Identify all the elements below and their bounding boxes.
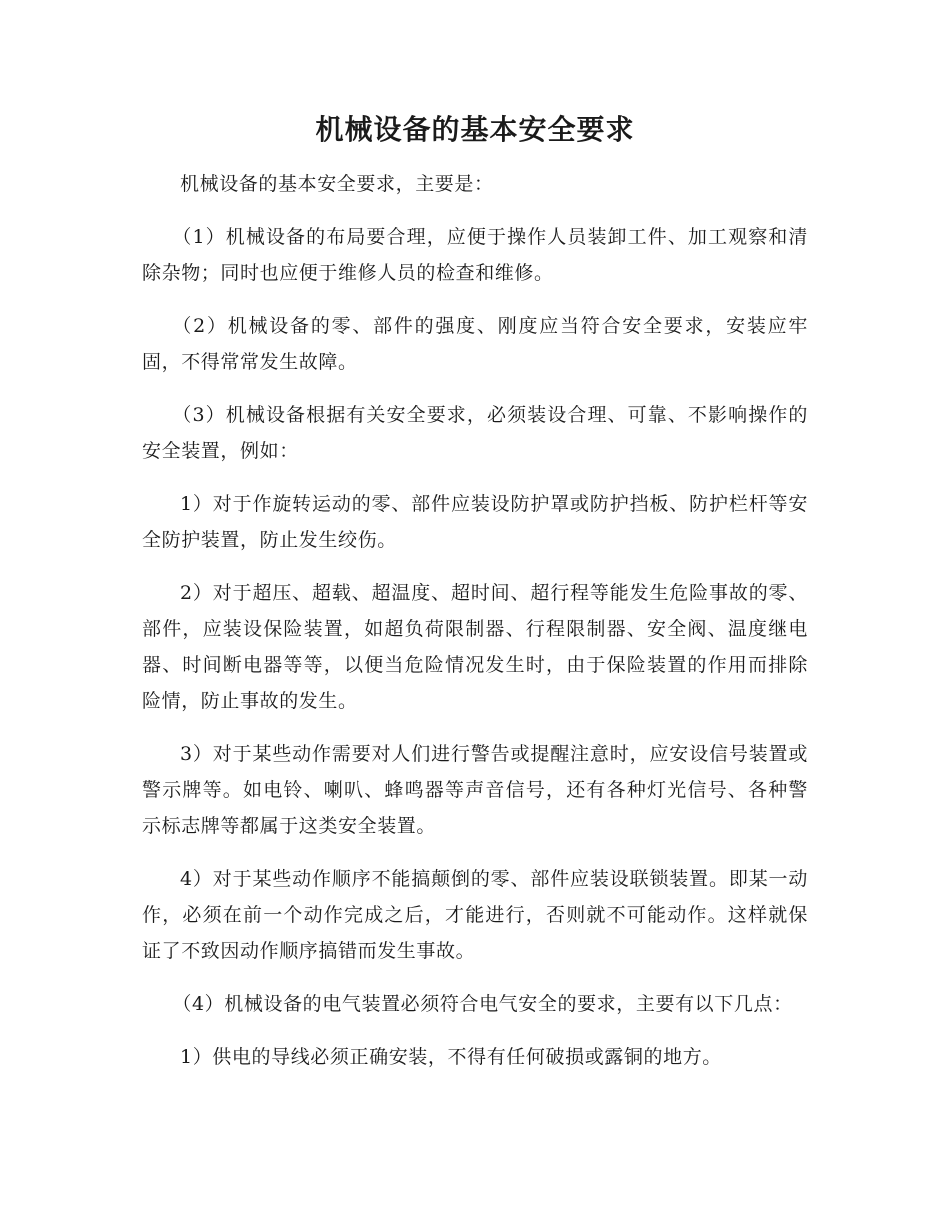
paragraph-intro: 机械设备的基本安全要求，主要是： — [180, 173, 494, 195]
paragraph-item-1: （1）机械设备的布局要合理，应便于操作人员装卸工件、加工观察和清除杂物；同时也应便于维修人员的检查和维修。 — [142, 226, 808, 284]
paragraph-subitem-3-1: 1）对于作旋转运动的零、部件应装设防护罩或防护挡板、防护栏杆等安全防护装置，防止发生绞伤。 — [142, 493, 808, 551]
paragraph-item-2: （2）机械设备的零、部件的强度、刚度应当符合安全要求，安装应牢固，不得常常发生故障。 — [142, 315, 808, 373]
paragraph-item-4: （4）机械设备的电气装置必须符合电气安全的要求，主要有以下几点： — [172, 993, 793, 1015]
paragraph-subitem-3-4: 4）对于某些动作顺序不能搞颠倒的零、部件应装设联锁装置。即某一动作，必须在前一个动作完成之后，才能进行，否则就不可能动作。这样就保证了不致因动作顺序搞错而发生事故。 — [142, 868, 808, 962]
document-title: 机械设备的基本安全要求 — [315, 113, 635, 146]
paragraph-subitem-3-3: 3）对于某些动作需要对人们进行警告或提醒注意时，应安设信号装置或警示牌等。如电铃、喇叭、蜂鸣器等声音信号，还有各种灯光信号、各种警示标志牌等都属于这类安全装置。 — [142, 743, 808, 837]
document-body — [142, 166, 808, 1092]
paragraph-subitem-3-2: 2）对于超压、超载、超温度、超时间、超行程等能发生危险事故的零、部件，应装设保险装置，如超负荷限制器、行程限制器、安全阀、温度继电器、时间断电器等等，以便当危险情况发生时，由于保险装置的作用而排除险情，防止事故的发生。 — [142, 582, 808, 712]
paragraph-subitem-4-1: 1）供电的导线必须正确安装，不得有任何破损或露铜的地方。 — [180, 1046, 722, 1068]
paragraph-item-3: （3）机械设备根据有关安全要求，必须装设合理、可靠、不影响操作的安全装置，例如： — [142, 404, 808, 462]
